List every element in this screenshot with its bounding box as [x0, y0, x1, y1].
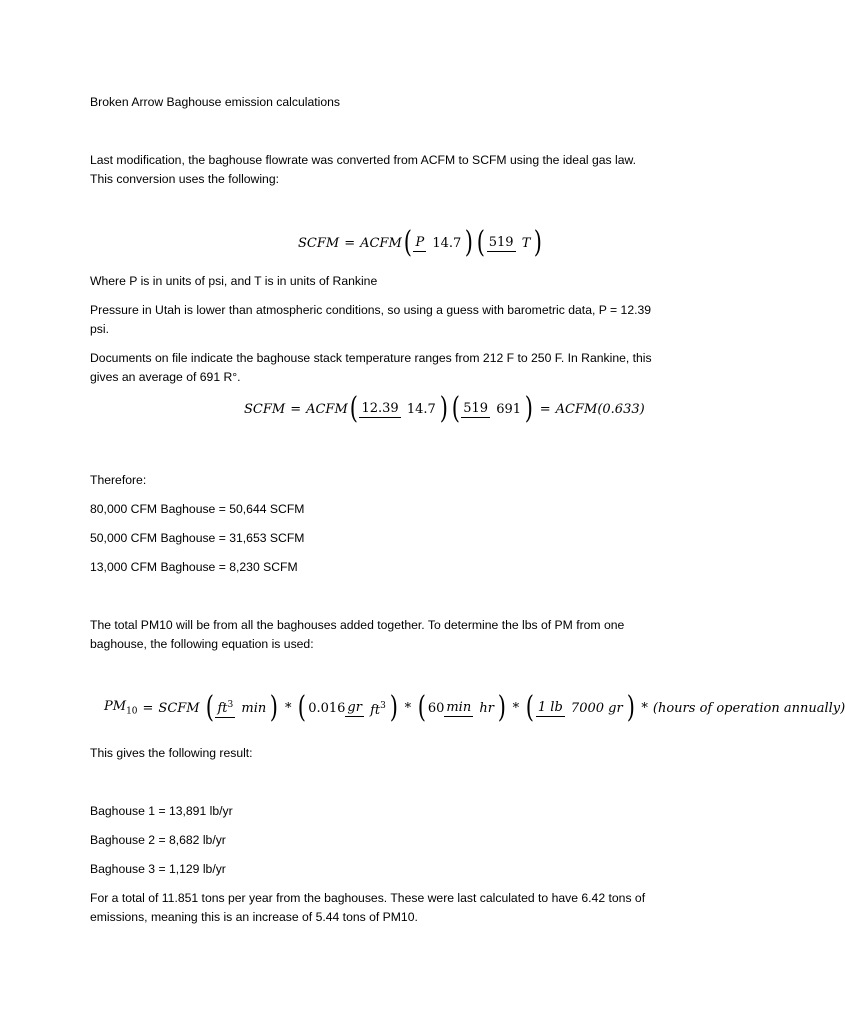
- eq3-f2-den-sup: 3: [380, 701, 386, 712]
- eq1-frac1-den: 14.7: [432, 236, 462, 251]
- eq1-lhs: SCFM: [298, 235, 340, 251]
- conversion-50000: 50,000 CFM Baghouse = 31,653 SCFM: [90, 531, 305, 545]
- eq3-f4-den: 7000 gr: [570, 701, 623, 716]
- result-baghouse-3: Baghouse 3 = 1,129 lb/yr: [90, 862, 226, 876]
- conclusion-line-1: For a total of 11.851 tons per year from the baghouses. These were last calculated to have 6.42 tons of: [90, 891, 646, 905]
- equation-scfm-general: SCFM = ACFM( P 14.7 ) ( 519 T ): [298, 225, 543, 260]
- eq3-lhs-sub: 10: [126, 706, 138, 717]
- result-baghouse-2: Baghouse 2 = 8,682 lb/yr: [90, 833, 226, 847]
- result-baghouse-1: Baghouse 1 = 13,891 lb/yr: [90, 804, 233, 818]
- eq3-f2-den: ft: [370, 702, 381, 718]
- pm-intro-line-2: baghouse, the following equation is used:: [90, 637, 314, 651]
- eq2-frac1-den: 14.7: [406, 402, 436, 417]
- eq3-coef2: 0.016: [308, 700, 346, 716]
- eq3-tail: (hours of operation annually): [652, 700, 845, 716]
- eq3-f4-num: 1 lb: [537, 699, 563, 715]
- conversion-13000: 13,000 CFM Baghouse = 8,230 SCFM: [90, 560, 298, 574]
- pressure-note-line-1: Pressure in Utah is lower than atmospheric conditions, so using a guess with barometric data, P = 12.39: [90, 303, 652, 317]
- result-intro: This gives the following result:: [90, 746, 253, 760]
- eq2-rhs-var: ACFM: [306, 401, 348, 417]
- eq3-f1-num: ft: [217, 701, 228, 717]
- eq1-frac2-num: 519: [488, 234, 514, 250]
- eq3-rhs-var: SCFM: [158, 700, 200, 716]
- eq3-f1-num-sup: 3: [227, 699, 234, 710]
- conclusion-line-2: emissions, meaning this is an increase of 5.44 tons of PM10.: [90, 910, 418, 924]
- eq2-frac1-num: 12.39: [361, 400, 399, 416]
- therefore-label: Therefore:: [90, 473, 147, 487]
- temp-note-line-2: gives an average of 691 R°.: [90, 370, 241, 384]
- intro-line-1: Last modification, the baghouse flowrate was converted from ACFM to SCFM using the ideal gas law.: [90, 153, 636, 167]
- eq1-rhs-var: ACFM: [360, 235, 402, 251]
- eq1-frac1-num: P: [415, 234, 425, 250]
- eq2-result: ACFM(0.633): [555, 401, 645, 417]
- eq3-coef3: 60: [427, 700, 445, 716]
- eq3-f2-num: gr: [347, 699, 362, 715]
- conversion-80000: 80,000 CFM Baghouse = 50,644 SCFM: [90, 502, 305, 516]
- units-note: Where P is in units of psi, and T is in units of Rankine: [90, 274, 378, 288]
- equation-pm10: $PM_{10}$ = SCFM ( $ft^3$ min ) * ( 0.016 gr $ft^3$ ) * ( 60 min hr ) * ( 1 lb 7000 gr ) * (hours of operation annually): [104, 690, 845, 725]
- eq2-lhs: SCFM: [244, 401, 286, 417]
- pm-intro-line-1: The total PM10 will be from all the baghouses added together. To determine the lbs of PM from one: [90, 618, 625, 632]
- document-title: Broken Arrow Baghouse emission calculations: [90, 95, 340, 109]
- eq3-f3-den: hr: [479, 701, 494, 716]
- eq2-frac2-num: 519: [463, 400, 489, 416]
- eq2-frac2-den: 691: [496, 402, 522, 417]
- eq3-f3-num: min: [446, 699, 472, 715]
- intro-line-2: This conversion uses the following:: [90, 172, 280, 186]
- equation-scfm-utah: SCFM = ACFM( 12.39 14.7 ) ( 519 691 ) = ACFM(0.633): [244, 391, 645, 426]
- eq3-f1-den: min: [241, 701, 267, 716]
- pressure-note-line-2: psi.: [90, 322, 109, 336]
- temp-note-line-1: Documents on file indicate the baghouse stack temperature ranges from 212 F to 250 F. In Rankine, this: [90, 351, 652, 365]
- eq1-frac2-den: T: [521, 236, 531, 251]
- eq3-lhs: PM: [104, 699, 127, 715]
